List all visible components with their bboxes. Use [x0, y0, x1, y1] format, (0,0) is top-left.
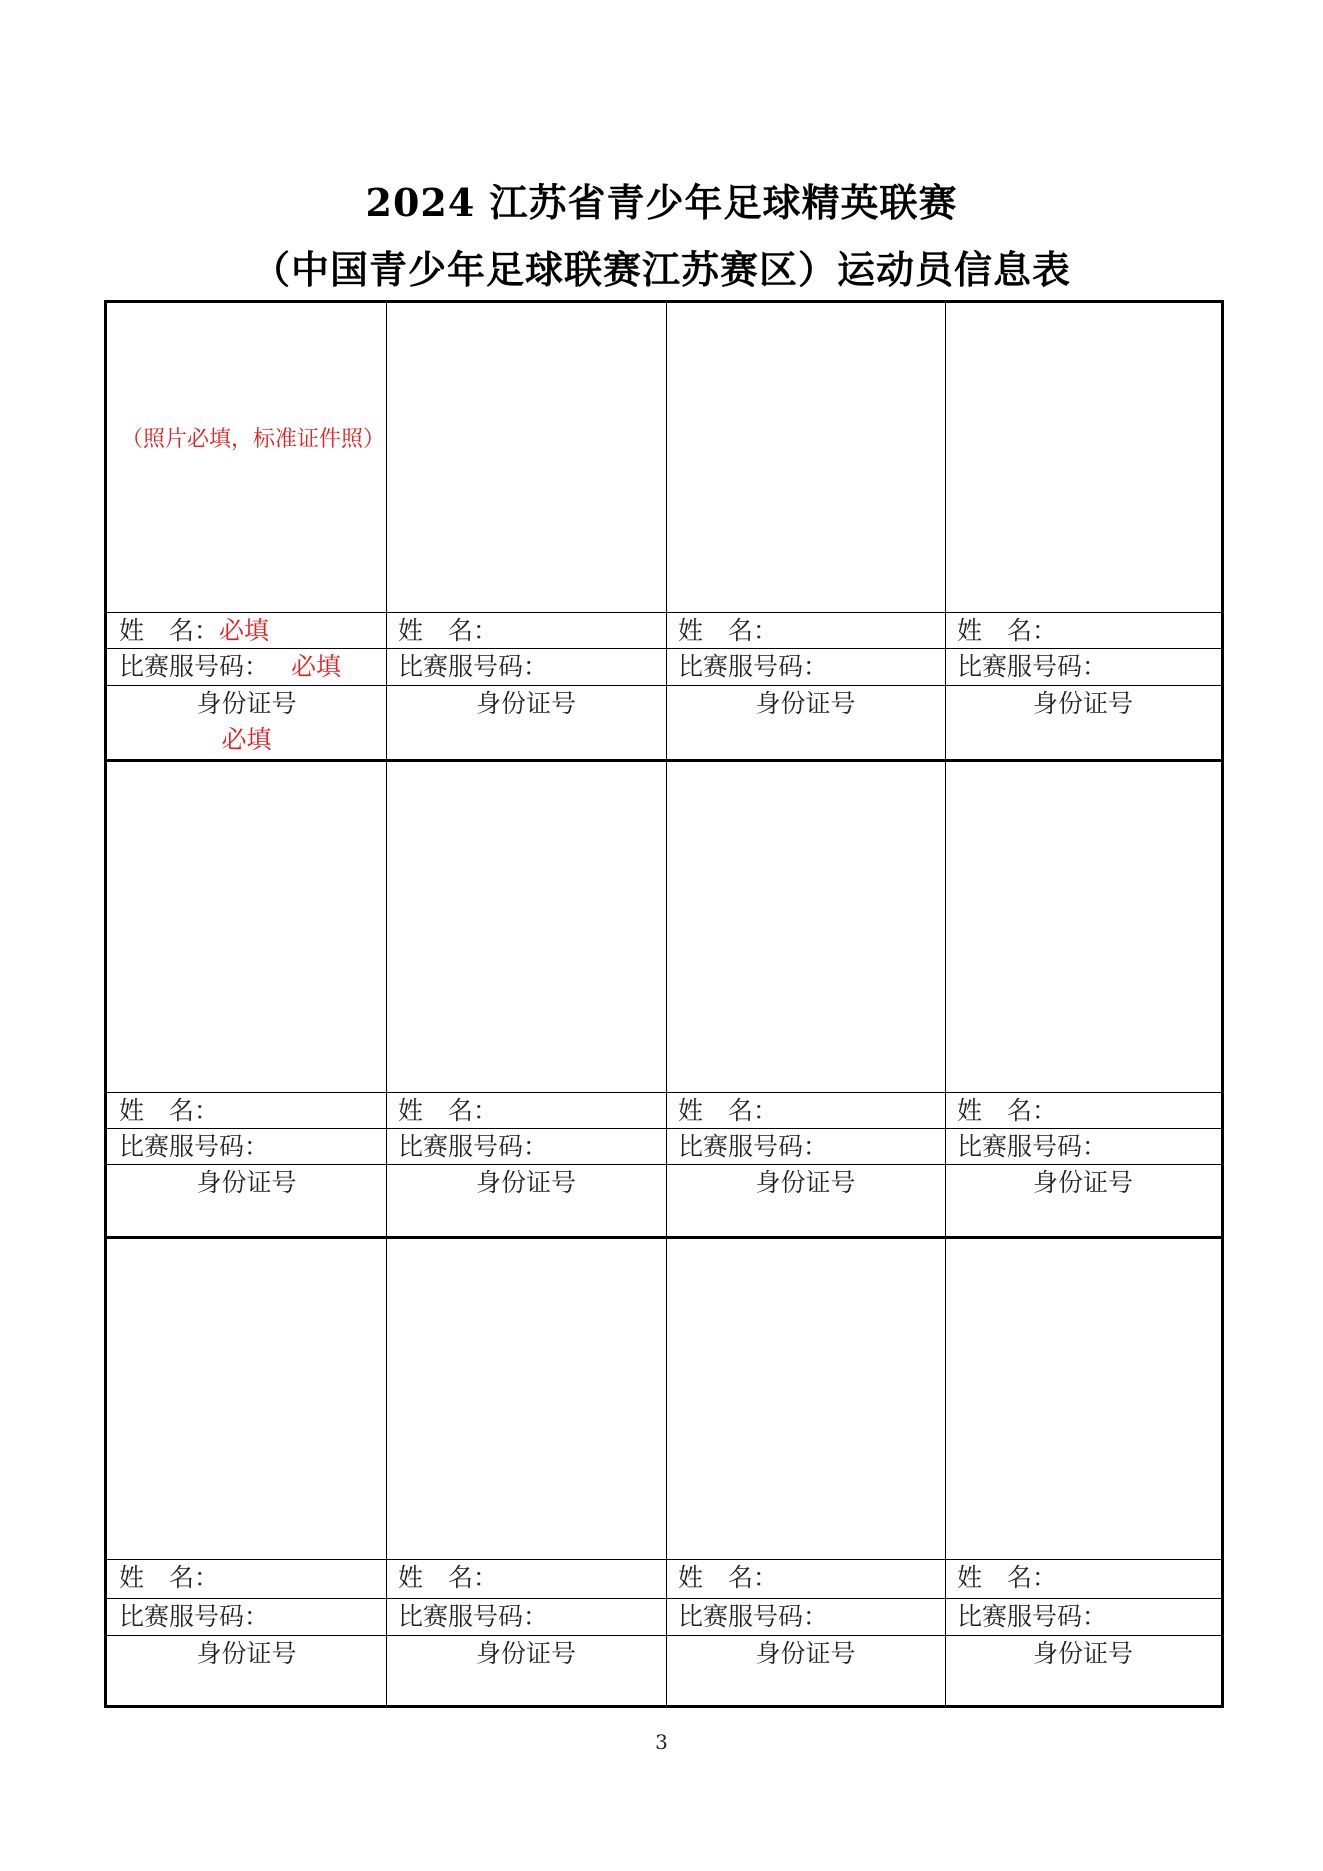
jersey-number-field[interactable] — [945, 1129, 1221, 1165]
jersey-number-field[interactable] — [386, 649, 666, 686]
photo-slot[interactable] — [107, 303, 386, 612]
photo-slot[interactable] — [666, 760, 945, 1092]
id-number-field[interactable] — [107, 1165, 386, 1238]
photo-note: （照片必填，标准证件照） — [121, 427, 386, 452]
name-field[interactable] — [386, 613, 666, 649]
id-number-label: 身份证号 — [755, 689, 856, 718]
required-tag: 必填 — [221, 725, 272, 754]
name-label: 姓 名： — [119, 1096, 220, 1125]
id-number-label: 身份证号 — [755, 1639, 856, 1668]
jersey-number-field[interactable] — [666, 649, 945, 686]
required-tag: 必填 — [219, 616, 270, 645]
name-field[interactable] — [107, 1560, 386, 1599]
name-label: 姓 名： — [957, 616, 1058, 645]
id-number-field[interactable] — [945, 686, 1221, 761]
jersey-number-label: 比赛服号码： — [957, 652, 1108, 681]
name-label: 姓 名： — [957, 1096, 1058, 1125]
photo-slot[interactable] — [945, 303, 1221, 612]
jersey-number-field[interactable] — [107, 649, 386, 686]
page-subtitle: （中国青少年足球联赛江苏赛区）运动员信息表 — [251, 247, 1071, 292]
id-number-field[interactable] — [666, 1165, 945, 1238]
jersey-number-label: 比赛服号码： — [119, 1602, 270, 1631]
id-number-label: 身份证号 — [475, 689, 576, 718]
jersey-number-label: 比赛服号码： — [119, 1132, 270, 1161]
jersey-number-field[interactable] — [945, 1599, 1221, 1636]
required-tag: 必填 — [291, 652, 342, 681]
photo-slot[interactable] — [386, 1237, 666, 1559]
name-field[interactable] — [666, 1093, 945, 1129]
id-number-field[interactable] — [666, 1636, 945, 1706]
id-number-label: 身份证号 — [475, 1168, 576, 1197]
jersey-number-label: 比赛服号码： — [678, 1132, 829, 1161]
jersey-number-field[interactable] — [666, 1599, 945, 1636]
name-field[interactable] — [107, 613, 386, 649]
id-number-label: 身份证号 — [196, 1639, 297, 1668]
name-field[interactable] — [386, 1560, 666, 1599]
id-number-field[interactable] — [945, 1165, 1221, 1238]
name-label: 姓 名： — [398, 1563, 499, 1592]
jersey-number-field[interactable] — [107, 1599, 386, 1636]
photo-slot[interactable] — [386, 760, 666, 1092]
id-number-field[interactable] — [386, 1165, 666, 1238]
name-field[interactable] — [945, 613, 1221, 649]
name-label: 姓 名： — [398, 616, 499, 645]
photo-slot[interactable] — [666, 1237, 945, 1559]
jersey-number-field[interactable] — [945, 649, 1221, 686]
name-field[interactable] — [945, 1560, 1221, 1599]
jersey-number-label: 比赛服号码： — [398, 1132, 549, 1161]
photo-slot[interactable] — [666, 303, 945, 612]
name-label: 姓 名： — [957, 1563, 1058, 1592]
page-title: 2024 江苏省青少年足球精英联赛 — [365, 180, 958, 225]
name-label: 姓 名： — [398, 1096, 499, 1125]
page-number: 3 — [655, 1730, 668, 1754]
id-number-field[interactable] — [107, 686, 386, 761]
jersey-number-field[interactable] — [386, 1129, 666, 1165]
jersey-number-label: 比赛服号码： — [398, 652, 549, 681]
name-label: 姓 名： — [678, 1563, 779, 1592]
id-number-label: 身份证号 — [1032, 1639, 1133, 1668]
name-label: 姓 名： — [678, 616, 779, 645]
jersey-number-label: 比赛服号码： — [398, 1602, 549, 1631]
name-field[interactable] — [666, 613, 945, 649]
jersey-number-label: 比赛服号码： — [678, 652, 829, 681]
id-number-label: 身份证号 — [475, 1639, 576, 1668]
id-number-label: 身份证号 — [1032, 689, 1133, 718]
id-number-label: 身份证号 — [1032, 1168, 1133, 1197]
id-number-field[interactable] — [107, 1636, 386, 1706]
name-field[interactable] — [386, 1093, 666, 1129]
name-field[interactable] — [666, 1560, 945, 1599]
jersey-number-label: 比赛服号码： — [119, 652, 270, 681]
id-number-label: 身份证号 — [196, 1168, 297, 1197]
jersey-number-label: 比赛服号码： — [957, 1602, 1108, 1631]
jersey-number-field[interactable] — [386, 1599, 666, 1636]
jersey-number-label: 比赛服号码： — [678, 1602, 829, 1631]
photo-slot[interactable] — [945, 1237, 1221, 1559]
photo-slot[interactable] — [107, 760, 386, 1092]
name-field[interactable] — [945, 1093, 1221, 1129]
photo-slot[interactable] — [945, 760, 1221, 1092]
name-label: 姓 名： — [119, 1563, 220, 1592]
name-label: 姓 名： — [678, 1096, 779, 1125]
jersey-number-field[interactable] — [666, 1129, 945, 1165]
id-number-label: 身份证号 — [755, 1168, 856, 1197]
name-field[interactable] — [107, 1093, 386, 1129]
id-number-label: 身份证号 — [196, 689, 297, 718]
id-number-field[interactable] — [945, 1636, 1221, 1706]
photo-slot[interactable] — [107, 1237, 386, 1559]
jersey-number-label: 比赛服号码： — [957, 1132, 1108, 1161]
athlete-info-table — [104, 300, 1224, 1708]
id-number-field[interactable] — [386, 1636, 666, 1706]
jersey-number-field[interactable] — [107, 1129, 386, 1165]
photo-slot[interactable] — [386, 303, 666, 612]
id-number-field[interactable] — [386, 686, 666, 761]
name-label: 姓 名： — [119, 616, 220, 645]
id-number-field[interactable] — [666, 686, 945, 761]
